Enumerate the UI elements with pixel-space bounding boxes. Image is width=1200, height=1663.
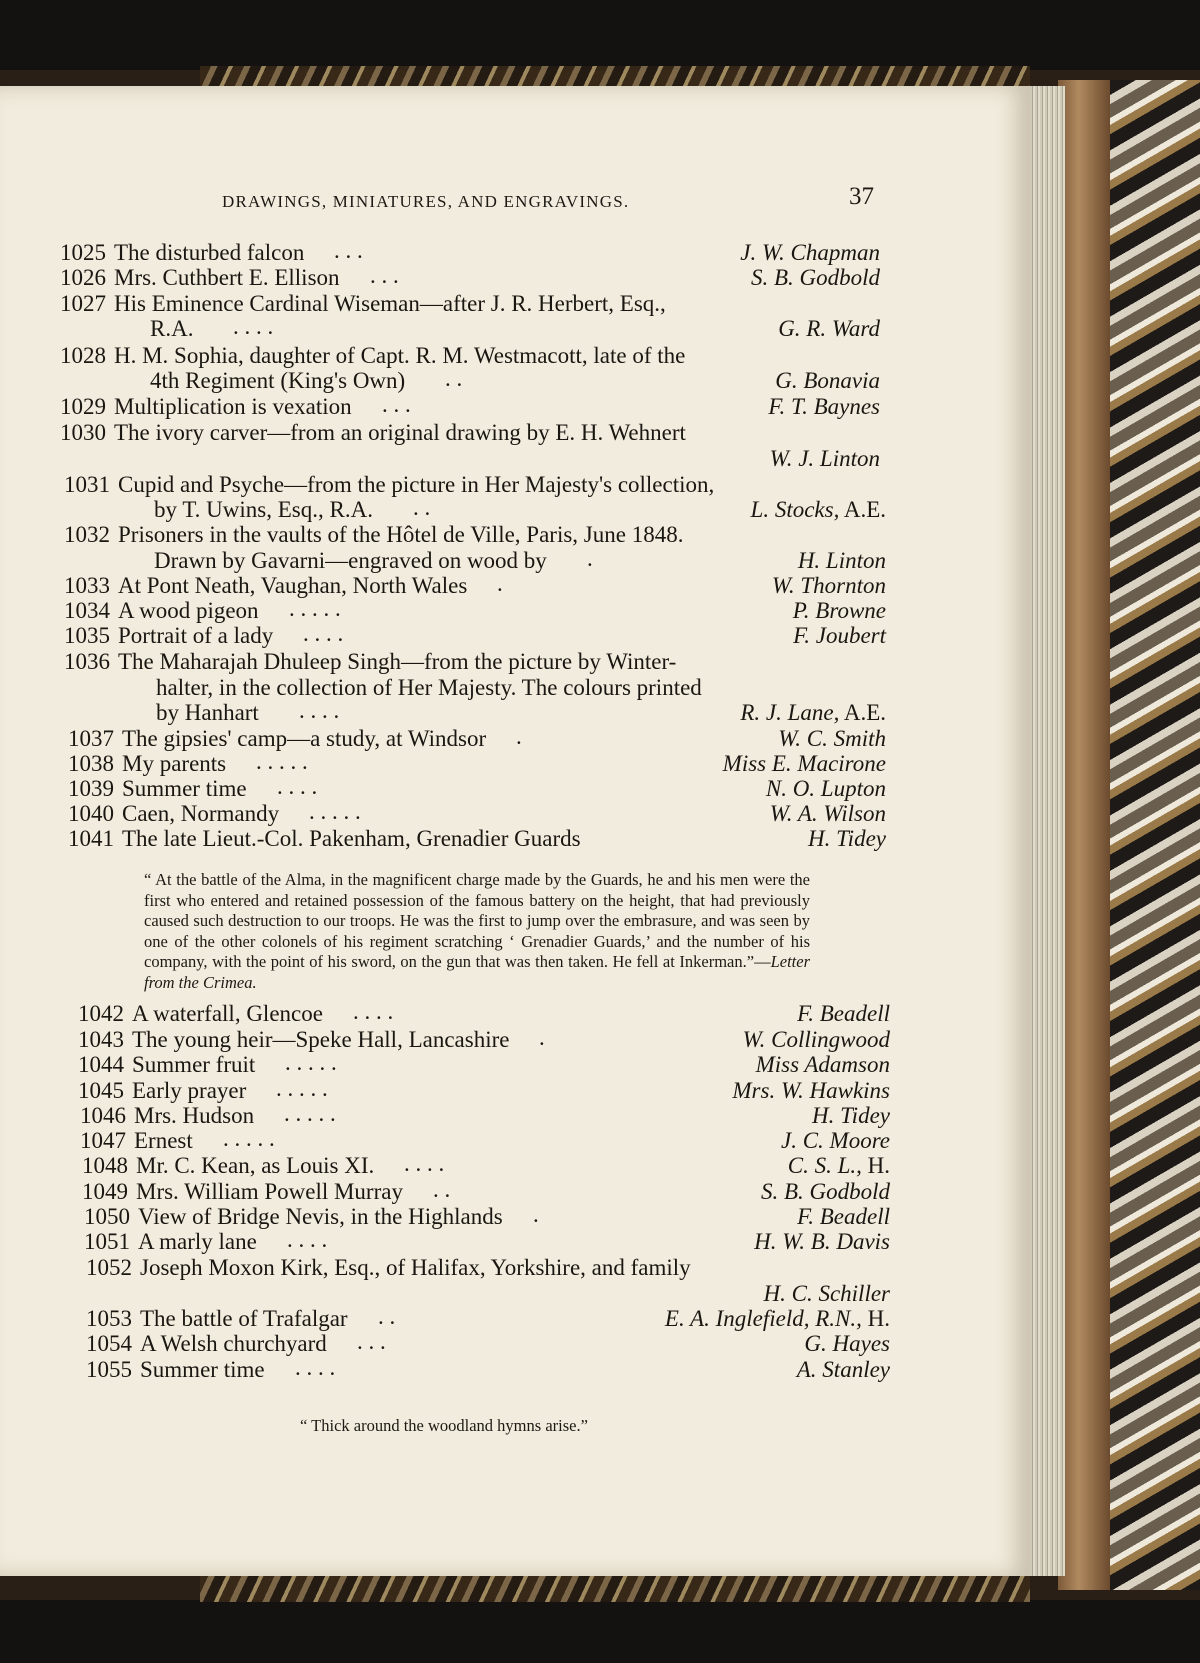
- continuation-text: halter, in the collection of Her Majesty. The colours printed: [156, 675, 702, 700]
- entry-title: Summer fruit: [132, 1052, 256, 1077]
- entry-number: 1037: [68, 726, 114, 751]
- entry-title: A Welsh churchyard: [140, 1331, 327, 1356]
- artist-name: [793, 598, 886, 624]
- artist-name: [804, 1331, 890, 1357]
- leader-dots: . . . .: [303, 621, 344, 646]
- entry-artist: [0, 573, 886, 599]
- leader-dots: . . . .: [287, 1227, 328, 1252]
- entry-title: The battle of Trafalgar: [140, 1306, 348, 1331]
- catalogue-entry: [50, 472, 1000, 498]
- entry-number: 1034: [64, 598, 110, 623]
- artist-name-text: P. Browne: [792, 598, 886, 623]
- entry-title: Early prayer: [132, 1078, 247, 1103]
- entry-title: Mrs. William Powell Murray: [136, 1179, 403, 1204]
- entry-number: 1047: [80, 1128, 126, 1153]
- entry-title: Prisoners in the vaults of the Hôtel de Ville, Paris, June 1848.: [118, 522, 684, 547]
- entry-number: 1027: [60, 291, 106, 316]
- entry-title: The young heir—Speke Hall, Lancashire: [132, 1027, 510, 1052]
- entry-title: Multiplication is vexation: [114, 394, 352, 419]
- artist-name-text: H. W. B. Davis: [754, 1229, 890, 1254]
- entry-title: My parents: [122, 751, 227, 776]
- artist-name: [665, 1306, 890, 1332]
- artist-name: [761, 1179, 890, 1205]
- artist-name-text: H. Tidey: [808, 826, 886, 851]
- entry-title: A wood pigeon: [118, 598, 259, 623]
- artist-name: [793, 623, 886, 649]
- artist-name-text: H. Tidey: [812, 1103, 890, 1128]
- entry-artist: [0, 1331, 890, 1357]
- leader-dots: . . . .: [233, 314, 274, 339]
- artist-name: [778, 726, 886, 752]
- leader-dots: . . . .: [404, 1151, 445, 1176]
- entry-artist: [0, 265, 880, 291]
- artist-name: [778, 316, 880, 342]
- artist-suffix: A.E.: [839, 700, 886, 725]
- entry-number: 1055: [86, 1357, 132, 1382]
- artist-name: [766, 776, 886, 802]
- entry-artist: [0, 1357, 890, 1383]
- entry-number: 1054: [86, 1331, 132, 1356]
- entry-title: The Maharajah Dhuleep Singh—from the picture by Winter-: [118, 649, 677, 674]
- entry-title: View of Bridge Nevis, in the Highlands: [138, 1204, 503, 1229]
- artist-name-text: W. C. Smith: [778, 726, 886, 751]
- entry-title: Mr. C. Kean, as Louis XI.: [136, 1153, 375, 1178]
- entry-title: The late Lieut.-Col. Pakenham, Grenadier Guards: [122, 826, 581, 851]
- artist-name-text: S. B. Godbold: [750, 265, 880, 290]
- artist-name-text: G. Bonavia: [775, 368, 880, 393]
- continuation-text: R.A.: [150, 316, 194, 341]
- entry-title: The disturbed falcon: [114, 240, 305, 265]
- leader-dots: . . . . .: [309, 799, 361, 824]
- artist-name-text: H. C. Schiller: [763, 1281, 890, 1306]
- entry-title: Cupid and Psyche—from the picture in Her Majesty's collection,: [118, 472, 715, 497]
- leader-dots: . . . . .: [285, 1050, 337, 1075]
- leader-dots: . . . . .: [276, 1076, 328, 1101]
- entry-artist: [0, 1153, 890, 1179]
- artist-name-text: G. R. Ward: [778, 316, 880, 341]
- closing-quotation: “ Thick around the woodland hymns arise.”: [300, 1416, 588, 1435]
- artist-name-text: E. A. Inglefield, R.N.,: [664, 1306, 862, 1331]
- entry-artist: [0, 1001, 890, 1027]
- entry-title: Ernest: [134, 1128, 193, 1153]
- artist-name-text: A. Stanley: [796, 1357, 890, 1382]
- entry-number: 1035: [64, 623, 110, 648]
- entry-number: 1029: [60, 394, 106, 419]
- leader-dots: . . . .: [299, 698, 340, 723]
- leader-dots: .: [533, 1202, 539, 1227]
- artist-name: [740, 240, 880, 266]
- artist-name: [797, 1357, 890, 1383]
- continuation-text: 4th Regiment (King's Own): [150, 368, 406, 393]
- artist-name: [798, 548, 886, 574]
- leader-dots: . . . . .: [256, 749, 308, 774]
- leader-dots: . . .: [382, 392, 411, 417]
- leader-dots: . . .: [370, 263, 399, 288]
- quotation-text: “ At the battle of the Alma, in the magnificent charge made by the Guards, he and his men were the first who entered and retained possession of the famous battery on the height, that had previously caused such destruction to our troops. He was the first to jump over the embrasure, and was seen by one of the other colonels of his regiment scratching ‘ Grenadier Guards,’ and the number of his company, with the point of his sword, on the gun that was then taken. He fell at Inkerman.”—: [144, 870, 810, 971]
- artist-name: [732, 1078, 890, 1104]
- entry-artist: [0, 801, 886, 827]
- entry-title: The gipsies' camp—a study, at Windsor: [122, 726, 487, 751]
- artist-name-text: W. Thornton: [771, 573, 886, 598]
- artist-name: [768, 394, 880, 420]
- leader-dots: . . .: [357, 1329, 386, 1354]
- entry-number: 1026: [60, 265, 106, 290]
- artist-name: [781, 1128, 890, 1154]
- leader-dots: . . . .: [353, 999, 394, 1024]
- entry-number: 1032: [64, 522, 110, 547]
- entry-title: Joseph Moxon Kirk, Esq., of Halifax, Yorkshire, and family: [140, 1255, 691, 1280]
- catalogue-entry: [50, 522, 1000, 548]
- marbled-endpaper: [1108, 80, 1200, 1590]
- artist-name-text: F. T. Baynes: [768, 394, 880, 419]
- leader-dots: . .: [413, 495, 431, 520]
- leader-dots: . . . .: [295, 1355, 336, 1380]
- entry-title: At Pont Neath, Vaughan, North Wales: [118, 573, 468, 598]
- entry-number: 1048: [82, 1153, 128, 1178]
- entry-artist: [0, 751, 886, 777]
- entry-title: Summer time: [122, 776, 247, 801]
- artist-name: [764, 1281, 891, 1307]
- entry-number: 1039: [68, 776, 114, 801]
- entry-number: 1046: [80, 1103, 126, 1128]
- entry-number: 1044: [78, 1052, 124, 1077]
- entry-artist: [0, 1103, 890, 1129]
- entry-title: Summer time: [140, 1357, 265, 1382]
- entry-number: 1050: [84, 1204, 130, 1229]
- leader-dots: . . . . .: [289, 596, 341, 621]
- artist-name-text: G. Hayes: [804, 1331, 890, 1356]
- entry-artist: [0, 1078, 890, 1104]
- artist-name-text: J. W. Chapman: [740, 240, 880, 265]
- leader-dots: . . .: [334, 238, 363, 263]
- artist-name: [788, 1153, 890, 1179]
- entry-number: 1028: [60, 343, 106, 368]
- artist-name: [756, 1052, 890, 1078]
- artist-suffix: H.: [861, 1306, 890, 1331]
- artist-name-text: F. Beadell: [797, 1001, 890, 1026]
- entry-artist: [0, 316, 880, 342]
- leader-dots: .: [539, 1025, 545, 1050]
- entry-artist: [0, 446, 880, 472]
- entry-title: H. M. Sophia, daughter of Capt. R. M. Westmacott, late of the: [114, 343, 686, 368]
- catalogue-entry: [46, 420, 1000, 446]
- entry-number: 1033: [64, 573, 110, 598]
- artist-name-text: R. J. Lane,: [740, 700, 840, 725]
- catalogue-entry: [50, 649, 1000, 675]
- quotation-source: Letter from the Crimea.: [144, 952, 810, 992]
- entry-artist: [0, 240, 880, 266]
- catalogue-entry: [72, 1255, 1000, 1281]
- leader-dots: .: [516, 724, 522, 749]
- entry-number: 1040: [68, 801, 114, 826]
- artist-name: [754, 1229, 890, 1255]
- artist-name-text: F. Beadell: [797, 1204, 890, 1229]
- entry-title: Caen, Normandy: [122, 801, 280, 826]
- artist-name-text: H. Linton: [797, 548, 886, 573]
- entry-number: 1031: [64, 472, 110, 497]
- entry-artist: [0, 1281, 890, 1307]
- entry-number: 1041: [68, 826, 114, 851]
- catalogue-entry: [46, 343, 1000, 369]
- page-number: 37: [849, 183, 874, 210]
- artist-name: [740, 700, 886, 726]
- entry-number: 1043: [78, 1027, 124, 1052]
- artist-name-text: Miss E. Macirone: [722, 751, 886, 776]
- entry-artist: [0, 623, 886, 649]
- entry-artist: [0, 1204, 890, 1230]
- artist-name-text: C. S. L.,: [787, 1153, 862, 1178]
- leader-dots: . . . . .: [284, 1101, 336, 1126]
- entry-artist: [0, 776, 886, 802]
- running-title: DRAWINGS, MINIATURES, AND ENGRAVINGS.: [222, 192, 630, 211]
- artist-name: [808, 826, 886, 852]
- quotation-block: [144, 870, 810, 993]
- artist-name: [743, 1027, 890, 1053]
- leader-dots: .: [587, 546, 593, 571]
- entry-artist: [0, 368, 880, 394]
- entry-number: 1049: [82, 1179, 128, 1204]
- artist-suffix: A.E.: [839, 497, 886, 522]
- artist-name: [775, 368, 880, 394]
- entry-artist: [0, 1052, 890, 1078]
- entry-title: Mrs. Hudson: [134, 1103, 255, 1128]
- entry-title: Portrait of a lady: [118, 623, 274, 648]
- leader-dots: . .: [433, 1177, 451, 1202]
- artist-name-text: J. C. Moore: [780, 1128, 890, 1153]
- artist-name-text: S. B. Godbold: [760, 1179, 890, 1204]
- entry-artist: [0, 394, 880, 420]
- artist-name-text: W. J. Linton: [769, 446, 880, 471]
- continuation-text: by T. Uwins, Esq., R.A.: [154, 497, 373, 522]
- leader-dots: . .: [445, 366, 463, 391]
- artist-name: [797, 1204, 890, 1230]
- artist-name-text: N. O. Lupton: [765, 776, 886, 801]
- artist-name: [772, 573, 886, 599]
- entry-artist: [0, 826, 886, 852]
- entry-number: 1052: [86, 1255, 132, 1280]
- artist-name: [770, 801, 886, 827]
- artist-name: [751, 265, 880, 291]
- entry-artist: [0, 598, 886, 624]
- continuation-text: by Hanhart: [156, 700, 259, 725]
- continuation-text: Drawn by Gavarni—engraved on wood by: [154, 548, 547, 573]
- artist-name-text: L. Stocks,: [750, 497, 840, 522]
- entry-artist: [0, 548, 886, 574]
- leader-dots: . . . .: [277, 774, 318, 799]
- page-fore-edge: [1025, 86, 1065, 1576]
- entry-title: His Eminence Cardinal Wiseman—after J. R. Herbert, Esq.,: [114, 291, 666, 316]
- artist-name: [723, 751, 886, 777]
- entry-number: 1036: [64, 649, 110, 674]
- artist-name-text: Miss Adamson: [755, 1052, 890, 1077]
- entry-title: A marly lane: [138, 1229, 257, 1254]
- artist-suffix: H.: [861, 1153, 890, 1178]
- artist-name-text: F. Joubert: [793, 623, 886, 648]
- entry-artist: [0, 700, 886, 726]
- entry-artist: [0, 1179, 890, 1205]
- entry-artist: [0, 1027, 890, 1053]
- entry-artist: [0, 1229, 890, 1255]
- entry-artist: [0, 1306, 890, 1332]
- artist-name: [770, 446, 880, 472]
- leader-dots: . . . . .: [223, 1126, 275, 1151]
- entry-title: The ivory carver—from an original drawing by E. H. Wehnert: [114, 420, 686, 445]
- leather-spine-edge: [1058, 80, 1110, 1590]
- entry-artist: [0, 497, 886, 523]
- artist-name-text: W. A. Wilson: [769, 801, 886, 826]
- artist-name: [812, 1103, 890, 1129]
- entry-number: 1051: [84, 1229, 130, 1254]
- entry-title: A waterfall, Glencoe: [132, 1001, 323, 1026]
- leader-dots: .: [497, 571, 503, 596]
- artist-name-text: Mrs. W. Hawkins: [732, 1078, 890, 1103]
- leader-dots: . .: [378, 1304, 396, 1329]
- entry-number: 1025: [60, 240, 106, 265]
- artist-name: [797, 1001, 890, 1027]
- entry-number: 1053: [86, 1306, 132, 1331]
- entry-title: Mrs. Cuthbert E. Ellison: [114, 265, 340, 290]
- entry-artist: [0, 726, 886, 752]
- catalogue-entry: [46, 291, 1000, 317]
- entry-artist: [0, 1128, 890, 1154]
- entry-number: 1045: [78, 1078, 124, 1103]
- entry-number: 1042: [78, 1001, 124, 1026]
- entry-number: 1030: [60, 420, 106, 445]
- entry-number: 1038: [68, 751, 114, 776]
- artist-name: [751, 497, 886, 523]
- artist-name-text: W. Collingwood: [742, 1027, 890, 1052]
